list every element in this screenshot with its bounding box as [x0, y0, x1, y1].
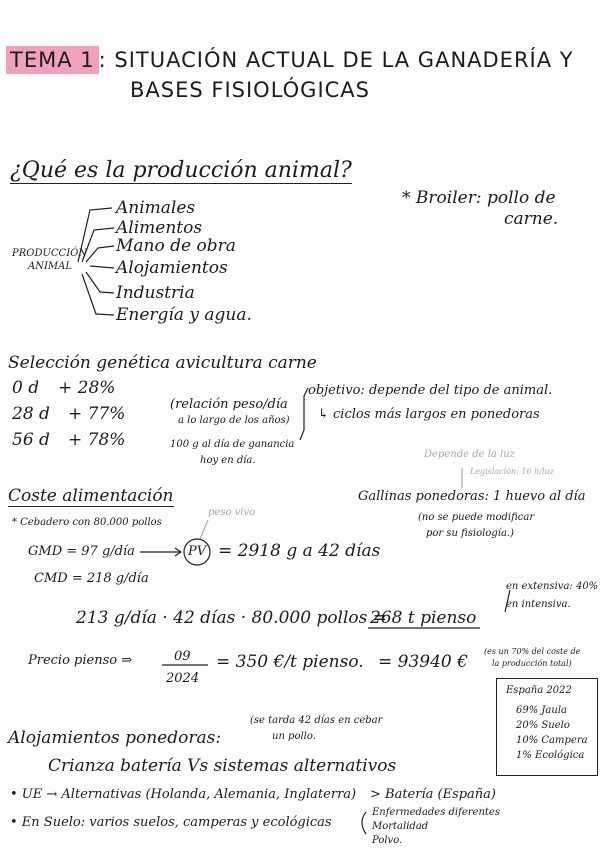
extensiva-line2: en intensiva. [506, 599, 571, 610]
broiler-note-line2: carne. [504, 209, 559, 229]
calc-result: 268 t pienso [370, 608, 477, 628]
extensiva-line1: en extensiva: 40% [506, 581, 599, 592]
produccion-item-alojamientos: Alojamientos [116, 258, 228, 278]
luz-line2: Legislación: 16 h/luz [470, 467, 554, 476]
gallinas-line3: por su fisiología.) [426, 528, 515, 539]
crianza-line: Crianza batería Vs sistemas alternativos [48, 756, 397, 776]
calc-expression: 213 g/día · 42 días · 80.000 pollos = [76, 608, 388, 628]
precio-fraction-num: 09 [174, 649, 191, 664]
cmd-value: CMD = 218 g/día [34, 571, 149, 586]
peso-vivo-note: peso vivo [208, 507, 256, 518]
consec-enfermedades: Enfermedades diferentes [372, 807, 500, 818]
produccion-item-industria: Industria [116, 283, 195, 303]
coste-title: Coste alimentación [8, 486, 174, 506]
precio-fraction-den: 2024 [166, 671, 200, 686]
broiler-note-line1: * Broiler: pollo de [402, 188, 556, 208]
ue-line: • UE → Alternativas (Holanda, Alemania, Inglaterra) [10, 787, 357, 802]
title-rest: : SITUACIÓN ACTUAL DE LA GANADERÍA Y [98, 48, 574, 72]
cebadero-note: * Cebadero con 80.000 pollos [12, 517, 162, 528]
pv-value: = 2918 g a 42 días [218, 541, 381, 561]
sel-day-0: 0 d [12, 378, 40, 398]
produccion-item-energia: Energía y agua. [116, 305, 252, 325]
objetivo-line2: ↳ ciclos más largos en ponedoras [318, 407, 540, 422]
consec-mortalidad: Mortalidad [372, 821, 429, 832]
sel-day-1: 28 d [12, 404, 50, 424]
pv-label: PV [188, 544, 207, 559]
suelo-line: • En Suelo: varios suelos, camperas y ecológicas [10, 815, 332, 830]
espana-title: España 2022 [506, 685, 572, 696]
gmd-value: GMD = 97 g/día [28, 544, 135, 559]
espana-row-campera: 10% Campera [516, 735, 588, 746]
espana-row-ecologica: 1% Ecológica [516, 750, 585, 761]
page-title [6, 50, 574, 71]
produccion-item-animales: Animales [116, 198, 196, 218]
sel-day-2: 56 d [12, 430, 50, 450]
sel-val-0: + 28% [58, 378, 116, 398]
consec-polvo: Polvo. [372, 835, 403, 846]
aloj-note-line2: un pollo. [272, 731, 316, 742]
sel-val-1: + 77% [68, 404, 126, 424]
relacion-line2: a lo largo de los años) [178, 415, 290, 426]
espana-row-suelo: 20% Suelo [516, 720, 570, 731]
relacion-line1: (relación peso/día [170, 397, 288, 412]
luz-line1: Depende de la luz [424, 449, 515, 460]
precio-total: = 93940 € [378, 652, 468, 672]
animal-label: ANIMAL [28, 261, 73, 272]
alojamientos-title: Alojamientos ponedoras: [8, 728, 222, 748]
espana-row-jaula: 69% Jaula [516, 705, 567, 716]
sel-val-2: + 78% [68, 430, 126, 450]
objetivo-line1: objetivo: depende del tipo de animal. [308, 383, 553, 398]
produccion-item-alimentos: Alimentos [116, 218, 203, 238]
gallinas-line2: (no se puede modificar [418, 512, 535, 523]
produccion-label: PRODUCCIÓN [12, 248, 88, 259]
gain-line1: 100 g al día de ganancia [170, 439, 295, 450]
title-line2: BASES FISIOLÓGICAS [130, 78, 371, 102]
gallinas-line1: Gallinas ponedoras: 1 huevo al día [358, 489, 586, 504]
precio-note-line2: la producción total) [492, 659, 572, 668]
precio-label: Precio pienso ⇒ [28, 653, 133, 668]
bateria-line: > Batería (España) [370, 787, 497, 802]
tema-highlight: TEMA 1 [6, 46, 99, 74]
seleccion-title: Selección genética avicultura carne [8, 353, 317, 373]
precio-note-line1: (es un 70% del coste de [484, 647, 581, 656]
aloj-note-line1: (se tarda 42 días en cebar [250, 715, 383, 726]
gain-line2: hoy en día. [200, 455, 256, 466]
produccion-item-mano-obra: Mano de obra [116, 236, 236, 256]
question-heading: ¿Qué es la producción animal? [10, 158, 352, 183]
precio-value: = 350 €/t pienso. [216, 652, 364, 672]
